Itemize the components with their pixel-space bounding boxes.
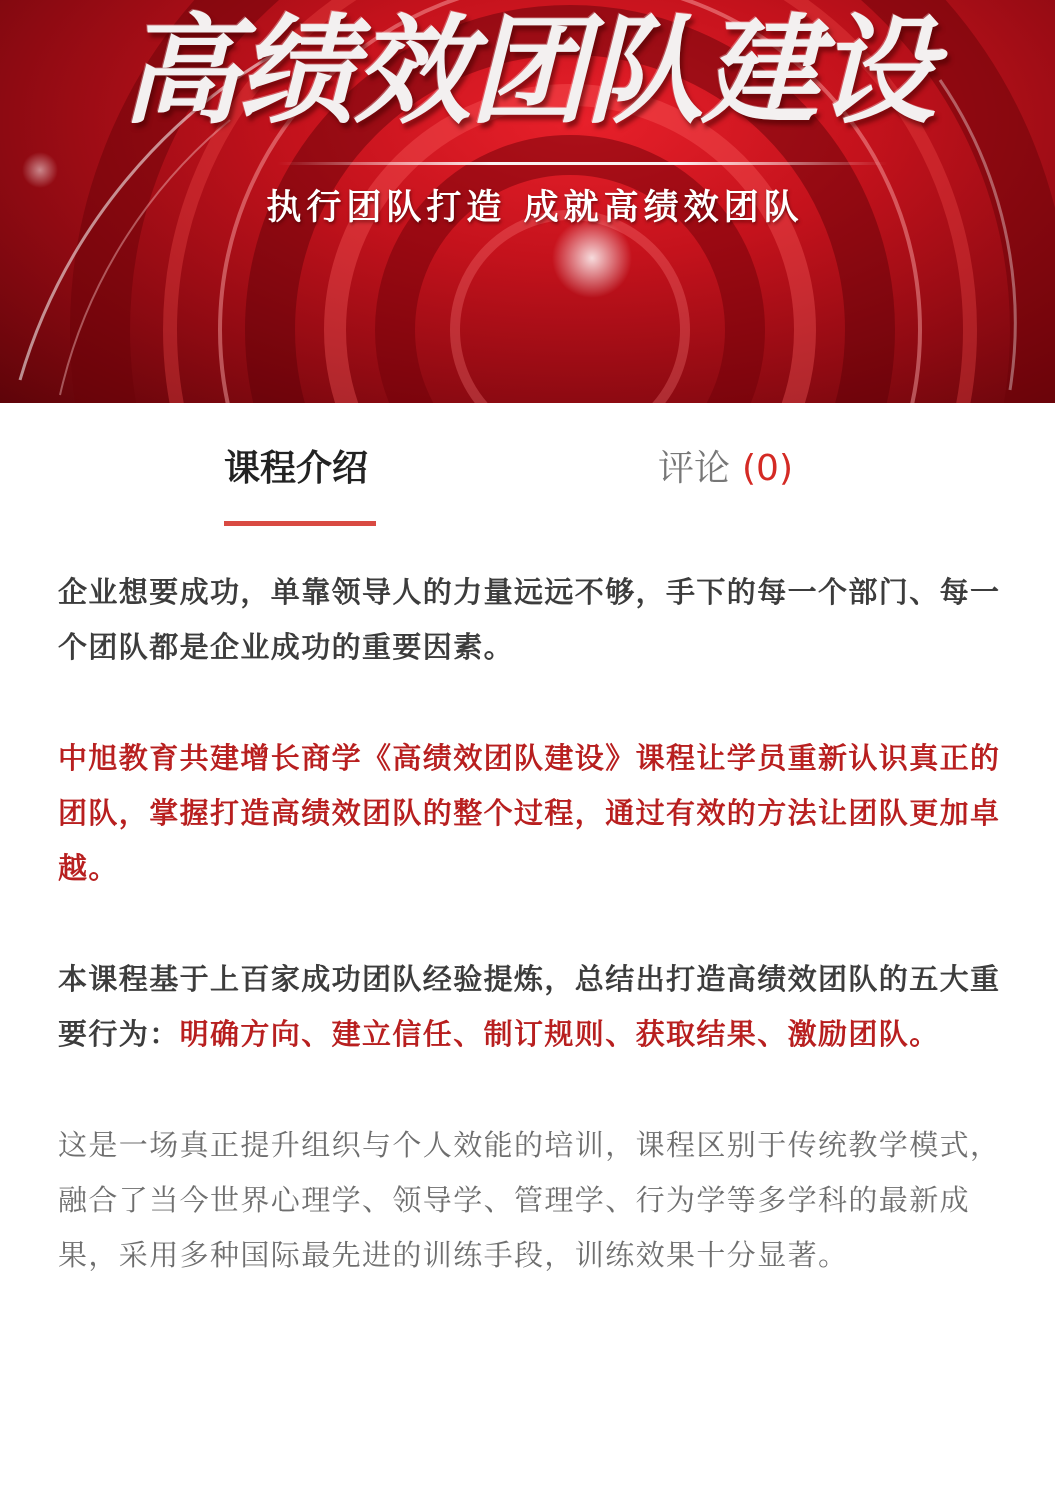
description-paragraph-4: 这是一场真正提升组织与个人效能的培训，课程区别于传统教学模式，融合了当今世界心理学、领导学、管理学、行为学等多学科的最新成果，采用多种国际最先进的训练手段，训练效果十分显著。: [58, 1128, 1001, 1272]
banner-subtitle: 执行团队打造 成就高绩效团队: [266, 188, 804, 228]
tab-comments[interactable]: [658, 443, 793, 495]
paragraph-3-intro: 本课程基于上百家成功团队经验提炼，总结出打造高绩效团队的五大重要行为：: [58, 962, 1001, 1051]
tab-course-intro-label: 课程介绍: [224, 448, 369, 489]
description-paragraph-3: [58, 952, 1003, 1062]
active-tab-indicator: [224, 521, 376, 526]
description-paragraph-1: 企业想要成功，单靠领导人的力量远远不够，手下的每一个部门、每一个团队都是企业成功的重要因素。: [58, 575, 1001, 664]
tab-comments-label: 评论: [658, 448, 731, 489]
course-description: [58, 565, 1003, 1283]
course-tabs: [0, 403, 1055, 533]
course-banner: [0, 0, 1055, 403]
tab-course-intro[interactable]: [224, 443, 368, 495]
description-paragraph-2: 中旭教育共建增长商学《高绩效团队建设》课程让学员重新认识真正的团队，掌握打造高绩效团队的整个过程，通过有效的方法让团队更加卓越。: [58, 741, 1001, 885]
banner-title: 高绩效团队建设: [121, 2, 934, 140]
paragraph-3-highlight: 明确方向、建立信任、制订规则、获取结果、激励团队。: [179, 1017, 940, 1051]
comments-count-badge: (0): [742, 448, 794, 489]
banner-divider: [278, 162, 888, 165]
